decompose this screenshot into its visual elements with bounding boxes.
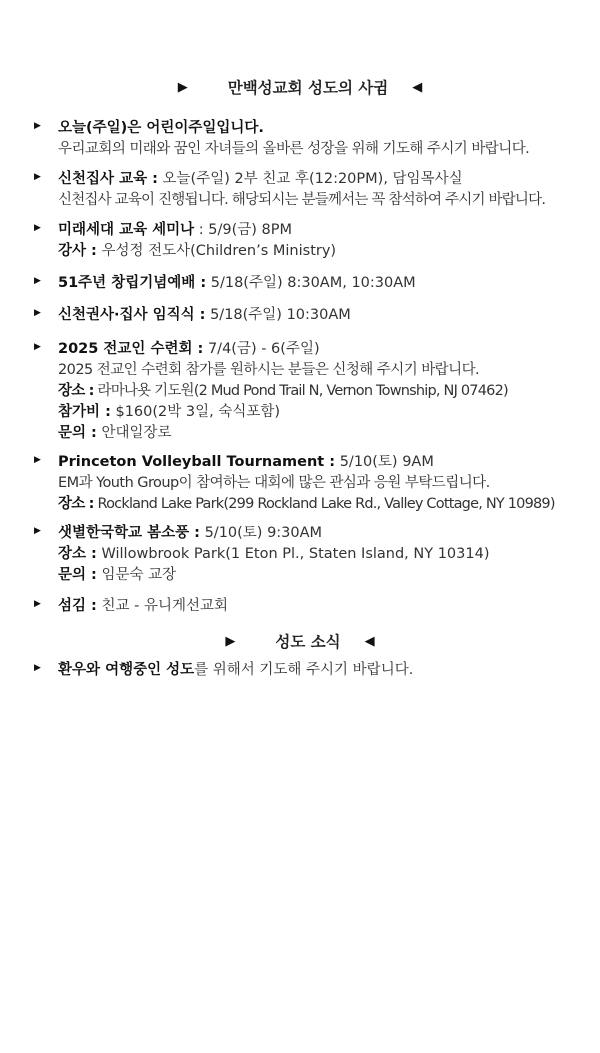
contact-label: 문의 :: [58, 425, 97, 441]
place-label: 장소 :: [58, 546, 97, 562]
list-item-children-day: [34, 118, 584, 160]
item-body: 2025 전교인 수련회 참가를 원하시는 분들은 신청해 주시기 바랍니다.: [58, 362, 480, 378]
item-label: 2025 전교인 수련회 :: [58, 341, 204, 357]
bullet-icon: ▶: [34, 308, 41, 318]
list-item-retreat: [34, 339, 584, 444]
triangle-right-icon: ▶: [225, 633, 236, 649]
bullet-icon: ▶: [34, 121, 41, 131]
triangle-right-icon: ▶: [177, 79, 188, 95]
item-label: 미래세대 교육 세미나: [58, 222, 195, 238]
fee-value: $160(2박 3일, 숙식포함): [110, 404, 281, 420]
bullet-icon: ▶: [34, 223, 41, 233]
item-body: 신천집사 교육이 진행됩니다. 해당되시는 분들께서는 꼭 참석하여 주시기 바랍니다.: [58, 192, 546, 208]
bullet-icon: ▶: [34, 599, 41, 609]
item-text: 를 위해서 기도해 주시기 바랍니다.: [194, 662, 414, 678]
bullet-icon: ▶: [34, 342, 41, 352]
item-text: 5/18(주일) 8:30AM, 10:30AM: [206, 275, 416, 291]
contact-value: 안대일장로: [96, 425, 172, 441]
item-label: 섬김 :: [58, 598, 97, 614]
member-news-title-text: 성도 소식: [275, 633, 341, 651]
item-label: 51주년 창립기념예배 :: [58, 275, 207, 291]
place-value: Rockland Lake Park(299 Rockland Lake Rd., Valley Cottage, NY 10989): [93, 496, 555, 512]
list-item-anniversary: [34, 273, 584, 294]
list-item-ordination: [34, 305, 584, 326]
item-text: 5/10(토) 9AM: [335, 454, 434, 470]
item-body: EM과 Youth Group이 참여하는 대회에 많은 관심과 응원 부탁드립니다.: [58, 475, 490, 491]
item-label: 샛별한국학교 봄소풍 :: [58, 525, 200, 541]
bullet-icon: ▶: [34, 663, 41, 673]
item-label: 환우와 여행중인 성도: [58, 662, 195, 678]
item-text: 5/18(주일) 10:30AM: [205, 307, 351, 323]
bullet-icon: ▶: [34, 172, 41, 182]
list-item-volleyball: [34, 452, 584, 515]
member-news-title: [0, 630, 600, 652]
triangle-left-icon: ◀: [364, 633, 375, 649]
fee-label: 참가비 :: [58, 404, 111, 420]
place-label: 장소 :: [58, 383, 94, 399]
place-value: 라마나욧 기도원(2 Mud Pond Trail N, Vernon Township, NJ 07462): [93, 383, 508, 399]
list-item-korean-school: [34, 523, 584, 586]
item-text: 7/4(금) - 6(주일): [203, 341, 320, 357]
contact-value: 임문숙 교장: [96, 567, 177, 583]
list-item-prayer: [34, 660, 584, 681]
item-label: 신천권사·집사 임직식 :: [58, 307, 206, 323]
list-item-deacon-training: [34, 169, 584, 211]
item-label: 신천집사 교육 :: [58, 171, 158, 187]
bullet-icon: ▶: [34, 455, 41, 465]
triangle-left-icon: ◀: [412, 79, 423, 95]
bullet-icon: ▶: [34, 526, 41, 536]
place-label: 장소 :: [58, 496, 94, 512]
item-text: 친교 - 유니게선교회: [96, 598, 228, 614]
church-news-title: [0, 76, 600, 98]
item-label: Princeton Volleyball Tournament :: [58, 454, 336, 470]
list-item-service: [34, 596, 584, 617]
item-text: 5/10(토) 9:30AM: [199, 525, 323, 541]
contact-label: 문의 :: [58, 567, 97, 583]
list-item-seminar: [34, 220, 584, 262]
item-text: 오늘(주일) 2부 친교 후(12:20PM), 담임목사실: [157, 171, 463, 187]
speaker-label: 강사 :: [58, 243, 97, 259]
item-text: : 5/9(금) 8PM: [194, 222, 293, 238]
item-body: 우리교회의 미래와 꿈인 자녀들의 올바른 성장을 위해 기도해 주시기 바랍니다.: [58, 141, 530, 157]
church-news-title-text: 만백성교회 성도의 사귐: [227, 79, 389, 97]
item-heading: 오늘(주일)은 어린이주일입니다.: [58, 120, 264, 136]
speaker-value: 우성정 전도사(Children’s Ministry): [96, 243, 337, 259]
bullet-icon: ▶: [34, 276, 41, 286]
place-value: Willowbrook Park(1 Eton Pl., Staten Island, NY 10314): [96, 546, 490, 562]
